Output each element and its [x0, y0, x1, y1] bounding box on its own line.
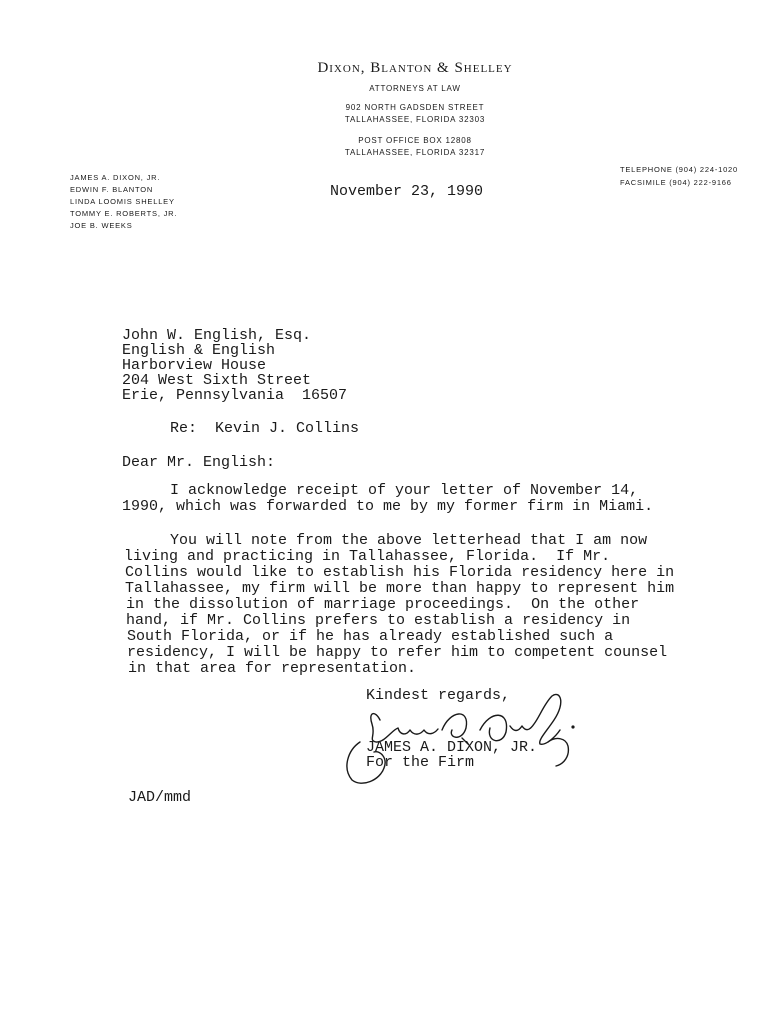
street-address: 902 NORTH GADSDEN STREET	[345, 103, 485, 112]
letter-date: November 23, 1990	[330, 183, 484, 200]
recipient-line: Erie, Pennsylvania 16507	[122, 387, 348, 404]
firm-name: Dixon, Blanton & Shelley	[317, 60, 513, 76]
recipient-line: English & English	[122, 342, 276, 359]
closing-regards: Kindest regards,	[366, 687, 511, 704]
typist-initials: JAD/mmd	[128, 789, 192, 806]
signature-stroke	[548, 739, 568, 766]
facsimile: FACSIMILE (904) 222-9166	[620, 178, 732, 187]
po-box: POST OFFICE BOX 12808	[358, 136, 472, 145]
paragraph2-line: in that area for representation.	[128, 660, 417, 677]
signature-stroke	[480, 694, 561, 744]
paragraph2-line: residency, I will be happy to refer him to competent counsel	[127, 644, 668, 661]
paragraph2-line: living and practicing in Tallahassee, Florida. If Mr.	[124, 548, 611, 565]
paragraph2-line: hand, if Mr. Collins prefers to establish a residency in	[126, 612, 631, 629]
salutation: Dear Mr. English:	[122, 454, 276, 471]
for-firm: For the Firm	[366, 754, 475, 771]
paragraph1-line: 1990, which was forwarded to me by my former firm in Miami.	[122, 498, 654, 515]
po-city: TALLAHASSEE, FLORIDA 32317	[344, 148, 486, 157]
street-city: TALLAHASSEE, FLORIDA 32303	[344, 115, 486, 124]
partner-name: JAMES A. DIXON, JR.	[70, 173, 161, 182]
partner-name: JOE B. WEEKS	[70, 221, 133, 230]
paragraph2-line: South Florida, or if he has already established such a	[127, 628, 614, 645]
recipient-line: Harborview House	[122, 357, 267, 374]
partner-name: EDWIN F. BLANTON	[70, 185, 154, 194]
partner-name: LINDA LOOMIS SHELLEY	[70, 197, 175, 206]
partner-name: TOMMY E. ROBERTS, JR.	[70, 209, 178, 218]
paragraph2-line: You will note from the above letterhead that I am now	[170, 532, 648, 549]
re-line: Re: Kevin J. Collins	[170, 420, 360, 437]
paragraph1-line: I acknowledge receipt of your letter of November 14,	[170, 482, 639, 499]
recipient-line: John W. English, Esq.	[122, 327, 312, 344]
firm-subtitle: ATTORNEYS AT LAW	[369, 84, 461, 93]
telephone: TELEPHONE (904) 224-1020	[620, 165, 738, 174]
signature-stroke	[371, 714, 438, 742]
recipient-line: 204 West Sixth Street	[122, 372, 312, 389]
paragraph2-line: in the dissolution of marriage proceedings. On the other	[126, 596, 640, 613]
signature-name: JAMES A. DIXON, JR.	[366, 739, 538, 756]
paragraph2-line: Collins would like to establish his Florida residency here in	[125, 564, 675, 581]
handwritten-signature	[340, 680, 590, 790]
signature-dot	[571, 725, 574, 728]
paragraph2-line: Tallahassee, my firm will be more than happy to represent him	[125, 580, 675, 597]
